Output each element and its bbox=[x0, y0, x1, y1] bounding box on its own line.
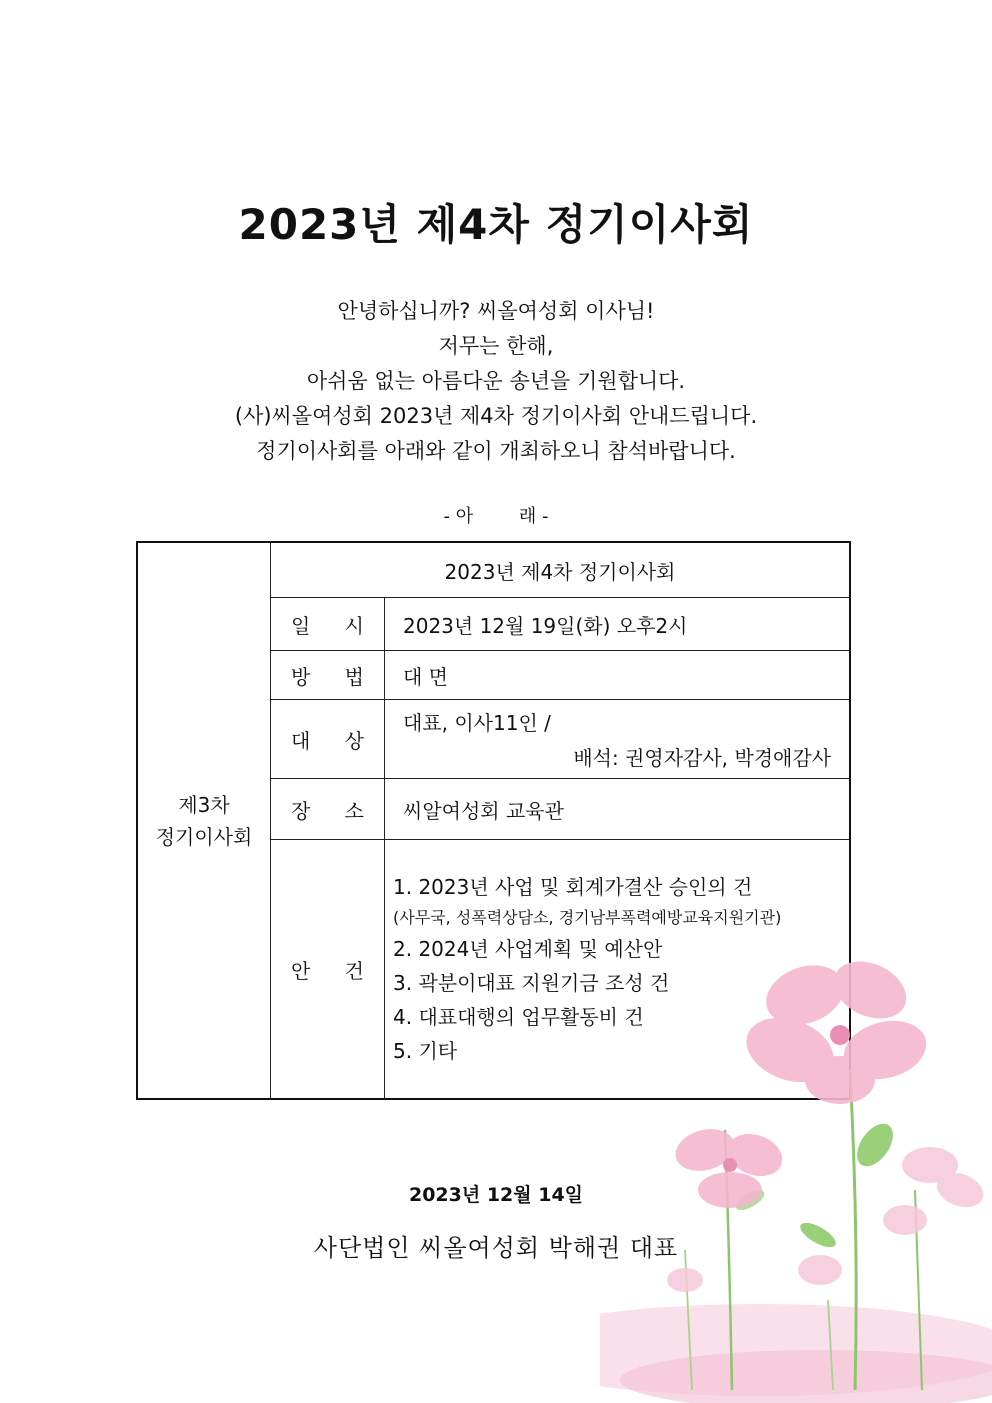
greeting-text bbox=[0, 294, 992, 469]
date-label: 일 시 bbox=[271, 598, 385, 651]
greeting-line: 저무는 한해, bbox=[438, 334, 554, 358]
greeting-line: 아쉬움 없는 아름다운 송년을 기원합니다. bbox=[306, 369, 686, 393]
below-marker: - 아 래 - bbox=[443, 506, 549, 527]
agenda-label: 안 건 bbox=[271, 840, 385, 1100]
agenda-item: 3. 곽분이대표 지원기금 조성 건 bbox=[393, 971, 670, 995]
place-value: 씨알여성회 교육관 bbox=[385, 779, 851, 840]
issue-date: 2023년 12월 14일 bbox=[408, 1184, 584, 1206]
signature-line: 사단법인 씨올여성회 박해권 대표 bbox=[313, 1234, 679, 1262]
flower-illustration bbox=[600, 950, 992, 1403]
target-value bbox=[385, 700, 851, 779]
method-value: 대 면 bbox=[385, 651, 851, 700]
greeting-line: 안녕하십니까? 씨올여성회 이사님! bbox=[337, 299, 655, 323]
agenda-item: 5. 기타 bbox=[393, 1039, 458, 1063]
meeting-name-line1: 제3차 bbox=[178, 792, 230, 817]
meeting-name-line2: 정기이사회 bbox=[155, 824, 253, 849]
greeting-line: 정기이사회를 아래와 같이 개최하오니 참석바랍니다. bbox=[256, 439, 736, 463]
agenda-item: 2. 2024년 사업계획 및 예산안 bbox=[393, 937, 663, 961]
method-label: 방 법 bbox=[271, 651, 385, 700]
meeting-name-cell bbox=[137, 542, 271, 1099]
place-label: 장 소 bbox=[271, 779, 385, 840]
greeting-line: (사)씨올여성회 2023년 제4차 정기이사회 안내드립니다. bbox=[234, 404, 758, 428]
target-label: 대 상 bbox=[271, 700, 385, 779]
target-value-line2: 배석: 권영자감사, 박경애감사 bbox=[573, 746, 831, 770]
agenda-item: 4. 대표대행의 업무활동비 건 bbox=[393, 1005, 644, 1029]
date-value: 2023년 12월 19일(화) 오후2시 bbox=[385, 598, 851, 651]
target-value-line1: 대표, 이사11인 / bbox=[403, 711, 551, 735]
agenda-item: 1. 2023년 사업 및 회계가결산 승인의 건 bbox=[393, 875, 753, 899]
agenda-item-note: (사무국, 성폭력상담소, 경기남부폭력예방교육지원기관) bbox=[393, 908, 782, 927]
table-header: 2023년 제4차 정기이사회 bbox=[271, 542, 851, 598]
page-title: 2023년 제4차 정기이사회 bbox=[238, 200, 754, 249]
